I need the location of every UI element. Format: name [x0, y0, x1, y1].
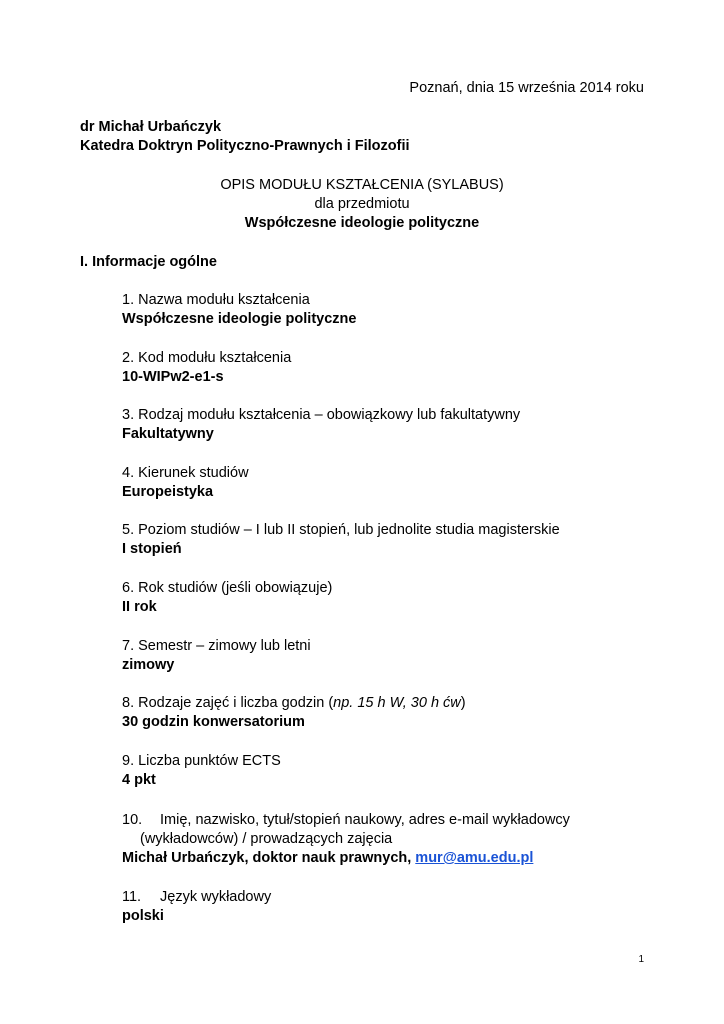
author-name: dr Michał Urbańczyk	[80, 119, 222, 135]
department-name: Katedra Doktryn Polityczno-Prawnych i Filozofii	[80, 138, 410, 154]
item-value	[122, 849, 533, 867]
page-number: 1	[638, 954, 644, 965]
item-label: 3. Rodzaj modułu kształcenia – obowiązkowy lub fakultatywny	[122, 407, 521, 423]
item-value: I stopień	[122, 541, 182, 557]
item-value: zimowy	[122, 657, 175, 673]
item-label	[122, 888, 271, 906]
item-label: 2. Kod modułu kształcenia	[122, 350, 292, 366]
item-label: 4. Kierunek studiów	[122, 465, 249, 481]
item-value: Współczesne ideologie polityczne	[122, 311, 357, 327]
email-link[interactable]: mur@amu.edu.pl	[415, 850, 534, 866]
item-value: Fakultatywny	[122, 426, 214, 442]
item-value: 30 godzin konwersatorium	[122, 714, 305, 730]
item-label	[122, 694, 466, 712]
doc-title: OPIS MODUŁU KSZTAŁCENIA (SYLABUS)	[220, 177, 504, 193]
item-label-text: 8. Rodzaje zajęć i liczba godzin (	[122, 695, 334, 711]
doc-subtitle: dla przedmiotu	[314, 196, 410, 212]
item-label-continuation: (wykładowców) / prowadzących zajęcia	[140, 831, 393, 847]
item-value: 4 pkt	[122, 772, 156, 788]
course-title: Współczesne ideologie polityczne	[244, 215, 480, 231]
item-value: polski	[122, 908, 164, 924]
item-label: 9. Liczba punktów ECTS	[122, 753, 281, 769]
section-heading: I. Informacje ogólne	[80, 254, 217, 270]
item-number: 11.	[122, 889, 142, 905]
item-label-close: )	[460, 695, 466, 711]
item-label: 6. Rok studiów (jeśli obowiązuje)	[122, 580, 333, 596]
item-label: 1. Nazwa modułu kształcenia	[122, 292, 310, 308]
date-line: Poznań, dnia 15 września 2014 roku	[409, 80, 644, 96]
item-label: 5. Poziom studiów – I lub II stopień, lub jednolite studia magisterskie	[122, 522, 560, 538]
item-value: Europeistyka	[122, 484, 214, 500]
lecturer-details: Michał Urbańczyk, doktor nauk prawnych,	[122, 850, 416, 866]
item-number: 10.	[122, 812, 143, 828]
item-label-text: Język wykładowy	[160, 889, 272, 905]
item-label	[122, 811, 570, 829]
item-label-example: np. 15 h W, 30 h ćw	[333, 695, 461, 711]
item-value: 10-WIPw2-e1-s	[122, 369, 224, 385]
item-label: 7. Semestr – zimowy lub letni	[122, 638, 311, 654]
item-label-text: Imię, nazwisko, tytuł/stopień naukowy, adres e-mail wykładowcy	[160, 812, 570, 828]
item-value: II rok	[122, 599, 157, 615]
